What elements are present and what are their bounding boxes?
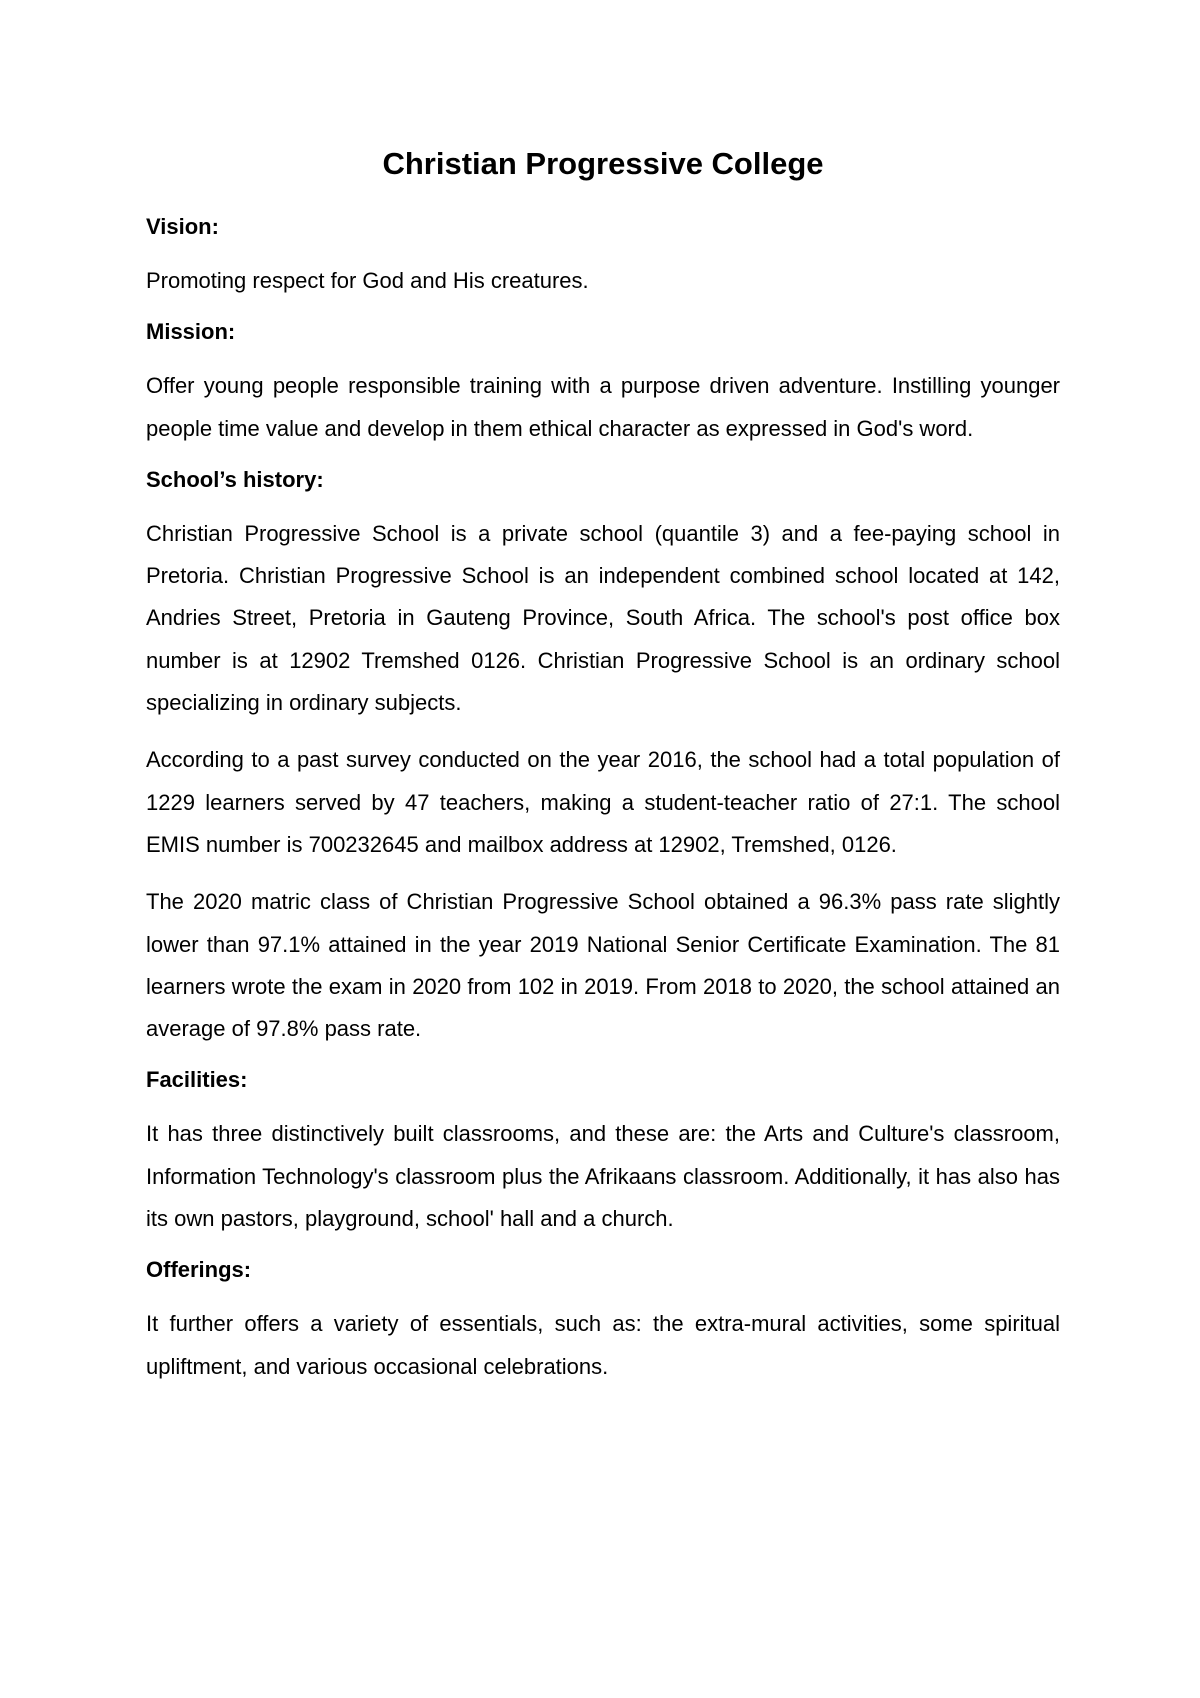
section-paragraph: Promoting respect for God and His creatures. xyxy=(146,268,589,293)
section-paragraph: Offer young people responsible training with a purpose driven adventure. Instilling younger people time value and develop in them ethical character as expressed in God's word. xyxy=(146,373,1060,441)
section-heading: Vision: xyxy=(146,214,219,239)
section-heading: School’s history: xyxy=(146,466,324,492)
section-paragraph: It has three distinctively built classrooms, and these are: the Arts and Culture's classroom, Information Technology's classroom plus the Afrikaans classroom. Additionally, it has also has its own pastors, playground, school' hall and a church. xyxy=(146,1121,1060,1232)
section-facilities xyxy=(146,1065,1060,1240)
document-body xyxy=(146,144,1060,1403)
document-title: Christian Progressive College xyxy=(382,146,824,181)
section-vision xyxy=(146,212,1060,302)
section-paragraph: It further offers a variety of essentials, such as: the extra-mural activities, some spiritual upliftment, and various occasional celebrations. xyxy=(146,1311,1060,1379)
section-history xyxy=(146,465,1060,1051)
section-paragraph: The 2020 matric class of Christian Progressive School obtained a 96.3% pass rate slightly lower than 97.1% attained in the year 2019 National Senior Certificate Examination. The 81 learners wrote the exam in 2020 from 102 in 2019. From 2018 to 2020, the school attained an average of 97.8% pass rate. xyxy=(146,889,1060,1042)
section-paragraph: According to a past survey conducted on the year 2016, the school had a total population of 1229 learners served by 47 teachers, making a student-teacher ratio of 27:1. The school EMIS number is 700232645 and mailbox address at 12902, Tremshed, 0126. xyxy=(146,747,1060,857)
section-paragraph: Christian Progressive School is a private school (quantile 3) and a fee-paying school in Pretoria. Christian Progressive School is an independent combined school located at 142, Andries Street, Pretoria in Gauteng Province, South Africa. The school's post office box number is at 12902 Tremshed 0126. Christian Progressive School is an ordinary school specializing in ordinary subjects. xyxy=(146,520,1060,716)
section-heading: Mission: xyxy=(146,319,236,345)
section-heading: Offerings: xyxy=(146,1257,252,1283)
section-offerings xyxy=(146,1255,1060,1388)
section-heading: Facilities: xyxy=(146,1067,248,1093)
section-mission xyxy=(146,317,1060,450)
